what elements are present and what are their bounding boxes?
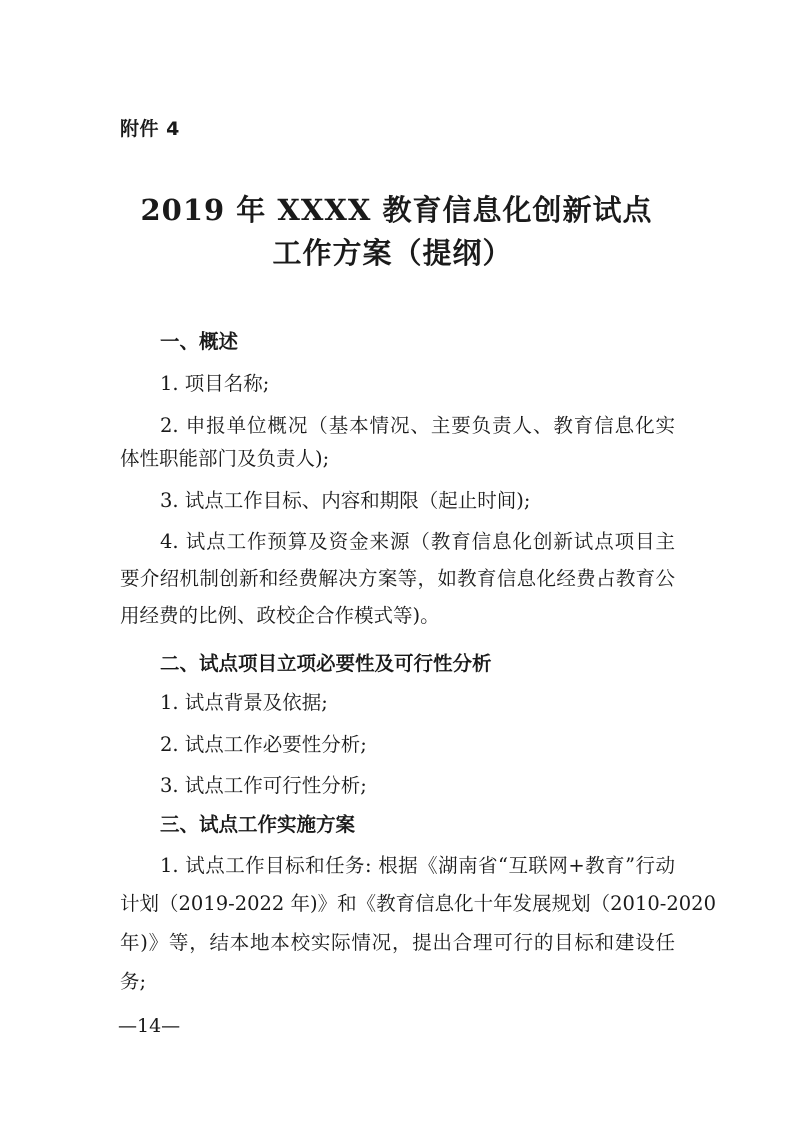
section-3-item-1-line-1: 1. 试点工作目标和任务: 根据《湖南省“互联网+教育”行动 [160, 854, 675, 877]
section-1-item-1: 1. 项目名称; [160, 372, 270, 395]
section-1-item-4-line-2: 要介绍机制创新和经费解决方案等，如教育信息化经费占教育公 [120, 567, 675, 590]
section-1-heading: 一、概述 [160, 330, 239, 353]
section-2-heading: 二、试点项目立项必要性及可行性分析 [160, 652, 492, 675]
document-title-line-2: 工作方案（提纲） [272, 236, 513, 270]
section-2-item-2: 2. 试点工作必要性分析; [160, 733, 367, 756]
section-2-item-1: 1. 试点背景及依据; [160, 691, 328, 714]
section-1-item-2-line-2: 体性职能部门及负责人); [120, 447, 330, 470]
attachment-label: 附件 4 [120, 118, 180, 140]
section-1-item-2-line-1: 2. 申报单位概况（基本情况、主要负责人、教育信息化实 [160, 414, 675, 437]
section-3-item-1-line-3: 年)》等，结本地本校实际情况，提出合理可行的目标和建设任 [120, 931, 675, 954]
section-2-item-3: 3. 试点工作可行性分析; [160, 774, 367, 797]
document-title-line-1: 2019 年 XXXX 教育信息化创新试点 [140, 193, 653, 227]
section-3-heading: 三、试点工作实施方案 [160, 813, 356, 836]
section-3-item-1-line-4: 务; [120, 970, 147, 993]
section-1-item-4-line-3: 用经费的比例、政校企合作模式等)。 [120, 604, 440, 627]
section-3-item-1-line-2: 计划（2019-2022 年)》和《教育信息化十年发展规划（2010-2020 [120, 892, 716, 915]
section-1-item-3: 3. 试点工作目标、内容和期限（起止时间); [160, 489, 531, 512]
section-1-item-4-line-1: 4. 试点工作预算及资金来源（教育信息化创新试点项目主 [160, 530, 675, 553]
page-number: —14— [118, 1015, 181, 1037]
